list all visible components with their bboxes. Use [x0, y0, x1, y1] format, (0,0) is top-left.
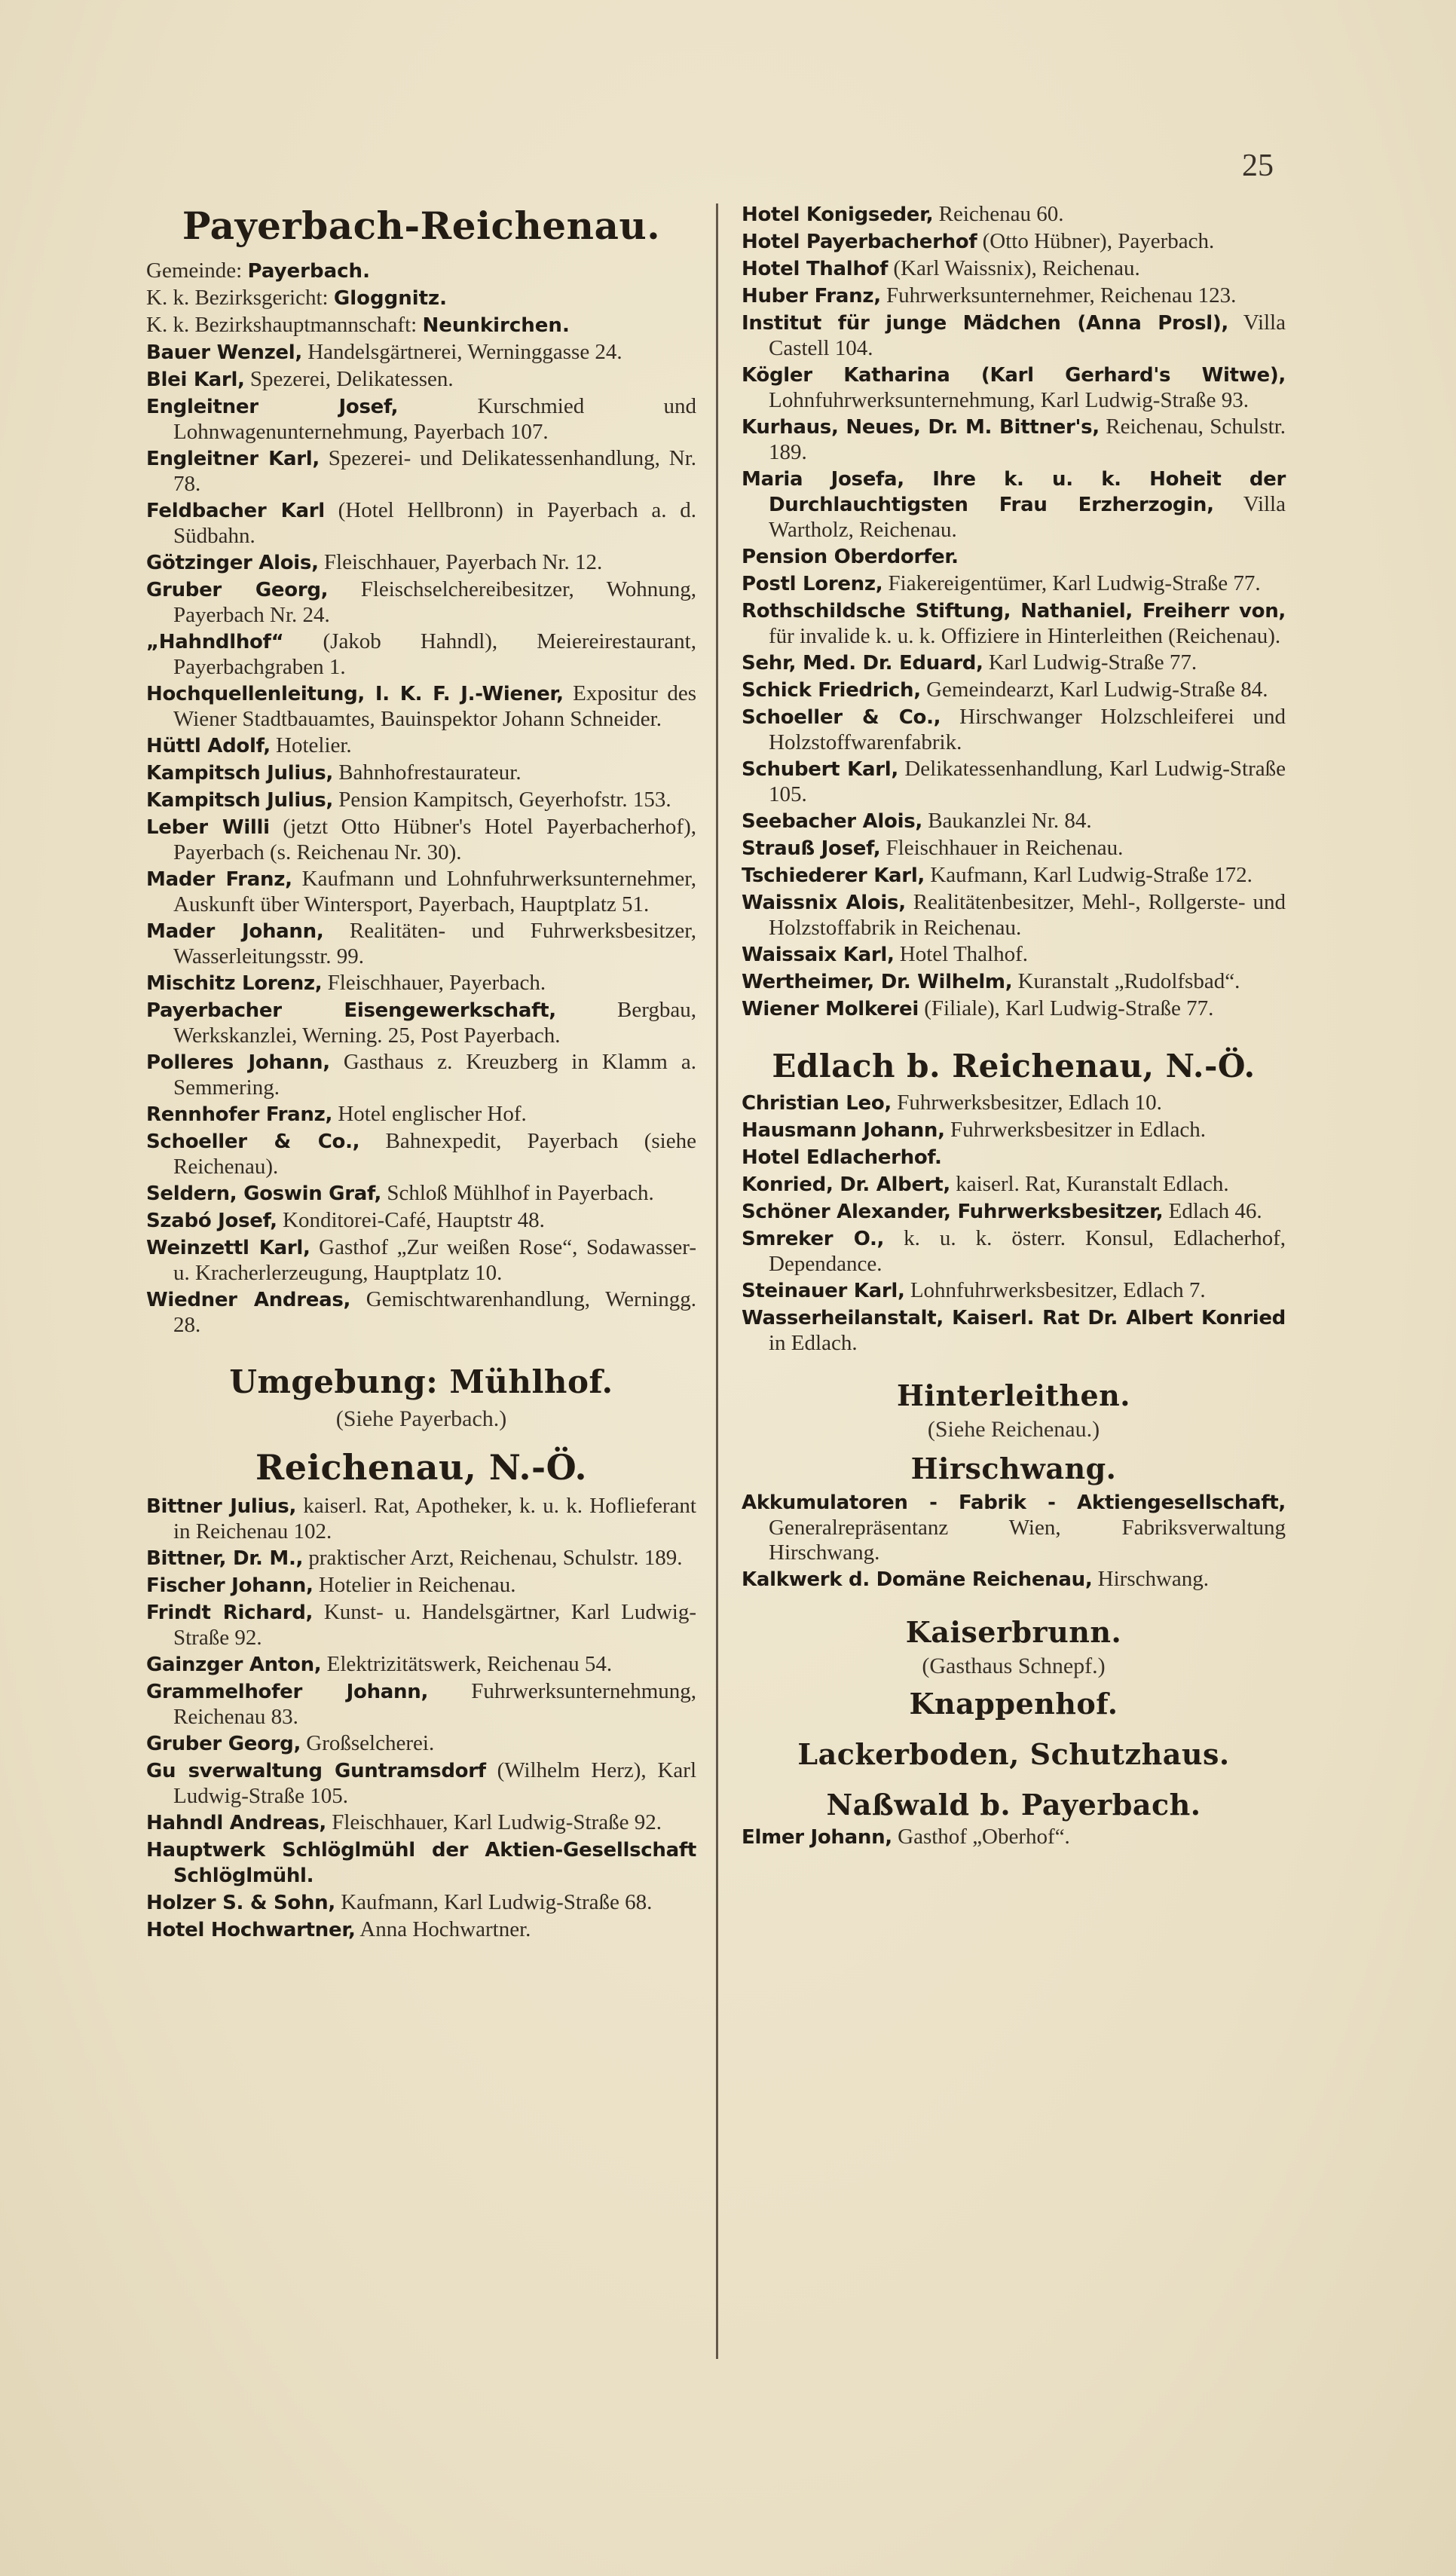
- entry-details: Gasthaus z. Kreuzberg in Klamm a. Semmering.: [173, 1050, 697, 1100]
- section-title-lackerboden: Lackerboden, Schutzhaus.: [797, 1737, 1230, 1771]
- entry-name: Seebacher Alois,: [742, 810, 922, 833]
- entry-details: Villa Wartholz, Reichenau.: [769, 492, 1286, 542]
- entry-details: Gemischtwarenhandlung, Werningg. 28.: [173, 1287, 696, 1337]
- entry-name: Steinauer Karl,: [742, 1280, 905, 1302]
- entry-name: Szabó Josef,: [146, 1210, 277, 1232]
- entry-name: Payerbacher Eisengewerkschaft,: [146, 999, 556, 1022]
- entry-name: Gu sverwaltung Guntramsdorf: [146, 1760, 486, 1782]
- entry-name: Elmer Johann,: [742, 1826, 892, 1849]
- entry-name: Blei Karl,: [146, 369, 245, 391]
- entry-name: Seldern, Goswin Graf,: [146, 1182, 382, 1205]
- directory-entry: [742, 942, 1286, 968]
- entry-name: Schoeller & Co.,: [146, 1130, 360, 1153]
- entry-details: Anna Hochwartner.: [355, 1917, 531, 1941]
- entry-name: Wertheimer, Dr. Wilhelm,: [742, 971, 1013, 993]
- directory-entry: [146, 367, 696, 393]
- directory-entry: [742, 1567, 1286, 1592]
- entry-name: Smreker O.,: [742, 1228, 885, 1250]
- page-number: 25: [1242, 148, 1274, 183]
- entry-name: Holzer S. & Sohn,: [146, 1892, 335, 1914]
- directory-entry: [146, 394, 696, 445]
- directory-entry: [742, 256, 1286, 282]
- intro-list: [146, 259, 696, 338]
- right-column: [742, 202, 1286, 1852]
- directory-entry: [742, 1825, 1286, 1850]
- entry-name: Gainzger Anton,: [146, 1654, 322, 1676]
- entry-name: Kalkwerk d. Domäne Reichenau,: [742, 1568, 1093, 1591]
- entry-name: Kampitsch Julius,: [146, 789, 333, 812]
- entry-name: Wiener Molkerei: [742, 998, 919, 1020]
- entry-name: Wasserheilanstalt, Kaiserl. Rat Dr. Albert Konried: [742, 1307, 1286, 1329]
- directory-entry: [146, 1573, 696, 1599]
- directory-entry: [742, 1145, 1286, 1170]
- entry-details: (Jakob Hahndl), Meiereirestaurant, Payerbachgraben 1.: [173, 629, 696, 679]
- entry-name: Huber Franz,: [742, 285, 881, 307]
- entry-name: Waissnix Alois,: [742, 892, 906, 914]
- directory-entry: [146, 1758, 696, 1809]
- directory-entry: [146, 760, 696, 786]
- directory-entry: [146, 1890, 696, 1916]
- directory-entry: [742, 1226, 1286, 1277]
- section-title-umgebung: Umgebung: Mühlhof.: [229, 1363, 613, 1400]
- entry-details: Fuhrwerksunternehmer, Reichenau 123.: [880, 283, 1237, 307]
- entry-details: Hotelier.: [270, 733, 352, 757]
- entry-name: Schoeller & Co.,: [742, 706, 941, 729]
- entry-name: „Hahndlhof“: [146, 631, 284, 653]
- directory-entry: [742, 1172, 1286, 1198]
- entry-details: k. u. k. österr. Konsul, Edlacherhof, Dependance.: [769, 1226, 1286, 1276]
- intro-line: [146, 286, 696, 311]
- section-title-edlach: Edlach b. Reichenau, N.-Ö.: [772, 1048, 1256, 1085]
- intro-value: Gloggnitz.: [333, 287, 448, 310]
- directory-entry: [146, 498, 696, 549]
- entry-details: (Otto Hübner), Payerbach.: [977, 229, 1215, 253]
- entry-name: Mader Johann,: [146, 920, 324, 943]
- directory-entry: [742, 678, 1286, 703]
- directory-entry: [146, 1546, 696, 1571]
- entry-name: Fischer Johann,: [146, 1574, 314, 1597]
- entry-details: Realitäten- und Fuhrwerksbesitzer, Wasserleitungsstr. 99.: [173, 919, 696, 968]
- entry-name: Institut für junge Mädchen (Anna Prosl),: [742, 312, 1229, 335]
- entry-name: Christian Leo,: [742, 1092, 892, 1115]
- entry-details: Fleischselchereibesitzer, Wohnung, Payerbach Nr. 24.: [173, 577, 696, 627]
- intro-value: Neunkirchen.: [422, 314, 570, 337]
- entry-name: Waissaix Karl,: [742, 944, 895, 966]
- entry-name: Hotel Edlacherhof.: [742, 1146, 942, 1169]
- intro-label: K. k. Bezirkshauptmannschaft:: [146, 313, 423, 337]
- directory-entry: [742, 650, 1286, 676]
- entry-name: Bittner, Dr. M.,: [146, 1547, 304, 1570]
- directory-entry: [146, 919, 696, 969]
- directory-entry: [742, 1490, 1286, 1565]
- entry-name: Hüttl Adolf,: [146, 735, 271, 757]
- entry-details: Hotelier in Reichenau.: [313, 1573, 516, 1597]
- intro-line: [146, 313, 696, 338]
- umgebung-note: (Siehe Payerbach.): [335, 1406, 507, 1431]
- entry-name: Polleres Johann,: [146, 1051, 330, 1074]
- entry-name: Grammelhofer Johann,: [146, 1681, 429, 1703]
- hinterleithen-note: (Siehe Reichenau.): [927, 1417, 1100, 1442]
- payerbach-entries: [146, 340, 696, 1338]
- entry-details: (Wilhelm Herz), Karl Ludwig-Straße 105.: [173, 1758, 696, 1808]
- entry-name: Hotel Payerbacherhof: [742, 231, 977, 253]
- entry-details: Expositur des Wiener Stadtbauamtes, Bauinspektor Johann Schneider.: [173, 681, 696, 731]
- entry-details: Kurschmied und Lohnwagenunternehmung, Payerbach 107.: [173, 394, 696, 444]
- entry-details: Gasthof „Oberhof“.: [892, 1825, 1070, 1849]
- entry-name: Sehr, Med. Dr. Eduard,: [742, 652, 983, 675]
- entry-name: Hahndl Andreas,: [146, 1812, 326, 1834]
- entry-name: Rothschildsche Stiftung, Nathaniel, Freiherr von,: [742, 600, 1286, 623]
- section-title-hinterleithen: Hinterleithen.: [897, 1378, 1130, 1412]
- entry-details: Fleischhauer, Payerbach.: [322, 971, 546, 995]
- entry-name: Hotel Thalhof: [742, 258, 889, 280]
- entry-name: Bauer Wenzel,: [146, 341, 302, 364]
- directory-entry: [146, 1181, 696, 1207]
- directory-entry: [742, 415, 1286, 465]
- directory-entry: [146, 340, 696, 366]
- edlach-entries: [742, 1091, 1286, 1356]
- entry-details: in Edlach.: [769, 1331, 858, 1355]
- entry-name: Wiedner Andreas,: [146, 1289, 351, 1311]
- section-title-reichenau: Reichenau, N.-Ö.: [255, 1447, 587, 1488]
- entry-name: Kampitsch Julius,: [146, 762, 333, 785]
- entry-name: Engleitner Josef,: [146, 396, 399, 418]
- directory-entry: [742, 1199, 1286, 1225]
- entry-name: Pension Oberdorfer.: [742, 546, 959, 568]
- directory-entry: [146, 1917, 696, 1943]
- directory-entry: [742, 809, 1286, 834]
- entry-details: Spezerei- und Delikatessenhandlung, Nr. 78.: [173, 446, 696, 496]
- directory-entry: [146, 1679, 696, 1730]
- entry-details: Hotel Thalhof.: [894, 942, 1029, 966]
- directory-entry: [146, 971, 696, 996]
- entry-details: kaiserl. Rat, Apotheker, k. u. k. Hoflieferant in Reichenau 102.: [173, 1494, 696, 1543]
- directory-entry: [742, 1278, 1286, 1304]
- intro-line: [146, 259, 696, 284]
- entry-name: Gruber Georg,: [146, 579, 329, 601]
- nasswald-entries: [742, 1825, 1286, 1850]
- entry-name: Kögler Katharina (Karl Gerhard's Witwe),: [742, 364, 1286, 387]
- entry-details: Fleischhauer, Karl Ludwig-Straße 92.: [326, 1810, 662, 1834]
- directory-entry: [146, 629, 696, 680]
- entry-details: Elektrizitätswerk, Reichenau 54.: [321, 1652, 613, 1676]
- entry-details: Hotel englischer Hof.: [332, 1102, 527, 1126]
- directory-entry: [146, 1208, 696, 1234]
- directory-entry: [146, 1129, 696, 1179]
- kaiserbrunn-note: (Gasthaus Schnepf.): [922, 1654, 1106, 1678]
- section-title-kaiserbrunn: Kaiserbrunn.: [905, 1615, 1122, 1649]
- entry-name: Tschiederer Karl,: [742, 864, 925, 887]
- hirschwang-entries: [742, 1490, 1286, 1592]
- directory-entry: [742, 705, 1286, 755]
- directory-entry: [146, 1600, 696, 1651]
- directory-entry: [742, 202, 1286, 228]
- entry-name: Kurhaus, Neues, Dr. M. Bittner's,: [742, 416, 1100, 439]
- section-title-payerbach-reichenau: Payerbach-Reichenau.: [182, 203, 661, 248]
- entry-details: (jetzt Otto Hübner's Hotel Payerbacherhof), Payerbach (s. Reichenau Nr. 30).: [173, 815, 696, 864]
- entry-name: Maria Josefa, Ihre k. u. k. Hoheit der Durchlauchtigsten Frau Erzherzogin,: [742, 468, 1286, 516]
- entry-details: Hirschwanger Holzschleiferei und Holzstoffwarenfabrik.: [769, 705, 1286, 754]
- directory-entry: [146, 1050, 696, 1100]
- entry-details: Fuhrwerksbesitzer in Edlach.: [944, 1118, 1206, 1142]
- entry-details: (Filiale), Karl Ludwig-Straße 77.: [919, 996, 1214, 1020]
- entry-details: Edlach 46.: [1163, 1199, 1262, 1223]
- directory-entry: [742, 598, 1286, 649]
- directory-entry: [146, 1652, 696, 1678]
- reichenau-entries: [146, 1494, 696, 1943]
- entry-details: Kaufmann, Karl Ludwig-Straße 68.: [335, 1890, 653, 1914]
- entry-name: Schöner Alexander, Fuhrwerksbesitzer,: [742, 1201, 1164, 1223]
- entry-details: Bergbau, Werkskanzlei, Werning. 25, Post Payerbach.: [173, 998, 696, 1048]
- directory-entry: [146, 1837, 696, 1889]
- entry-details: Reichenau 60.: [933, 202, 1064, 226]
- directory-entry: [742, 1305, 1286, 1356]
- entry-name: Hausmann Johann,: [742, 1119, 945, 1142]
- entry-details: Schloß Mühlhof in Payerbach.: [381, 1181, 654, 1205]
- directory-entry: [146, 998, 696, 1048]
- directory-entry: [742, 363, 1286, 413]
- reichenau-entries-continued: [742, 202, 1286, 1022]
- directory-entry: [146, 577, 696, 628]
- intro-label: K. k. Bezirksgericht:: [146, 286, 334, 310]
- entry-details: Reichenau, Schulstr. 189.: [769, 415, 1286, 464]
- directory-entry: [146, 550, 696, 576]
- directory-entry: [146, 867, 696, 917]
- entry-details: Generalrepräsentanz Wien, Fabriksverwaltung Hirschwang.: [769, 1516, 1286, 1565]
- entry-details: Kunst- u. Handelsgärtner, Karl Ludwig-Straße 92.: [173, 1600, 696, 1650]
- directory-entry: [146, 681, 696, 732]
- directory-entry: [146, 788, 696, 813]
- directory-entry: [742, 836, 1286, 861]
- entry-name: Schubert Karl,: [742, 758, 898, 781]
- entry-details: Fleischhauer, Payerbach Nr. 12.: [318, 550, 603, 574]
- directory-entry: [146, 1102, 696, 1127]
- entry-details: Spezerei, Delikatessen.: [244, 367, 454, 391]
- entry-name: Feldbacher Karl: [146, 500, 325, 522]
- entry-details: Lohnfuhrwerksbesitzer, Edlach 7.: [904, 1278, 1206, 1302]
- entry-details: Gemeindearzt, Karl Ludwig-Straße 84.: [920, 678, 1268, 702]
- entry-details: Fuhrwerksunternehmung, Reichenau 83.: [173, 1679, 696, 1729]
- entry-name: Hochquellenleitung, I. K. F. J.-Wiener,: [146, 683, 564, 705]
- directory-entry: [742, 1091, 1286, 1116]
- entry-details: Kuranstalt „Rudolfsbad“.: [1012, 969, 1240, 993]
- directory-entry: [742, 311, 1286, 361]
- entry-name: Rennhofer Franz,: [146, 1103, 333, 1126]
- directory-entry: [742, 467, 1286, 543]
- directory-entry: [146, 1494, 696, 1544]
- entry-details: Baukanzlei Nr. 84.: [922, 809, 1092, 833]
- entry-name: Weinzettl Karl,: [146, 1237, 310, 1259]
- entry-name: Frindt Richard,: [146, 1602, 314, 1624]
- entry-name: Schick Friedrich,: [742, 679, 921, 702]
- entry-details: (Hotel Hellbronn) in Payerbach a. d. Südbahn.: [173, 498, 696, 548]
- intro-value: Payerbach.: [247, 260, 370, 283]
- entry-details: Fiakereigentümer, Karl Ludwig-Straße 77.: [882, 571, 1261, 595]
- entry-name: Hotel Konigseder,: [742, 203, 934, 226]
- directory-entry: [742, 863, 1286, 889]
- directory-entry: [742, 229, 1286, 255]
- directory-entry: [742, 969, 1286, 995]
- column-divider: [716, 203, 718, 2359]
- section-title-knappenhof: Knappenhof.: [909, 1687, 1118, 1721]
- entry-details: Villa Castell 104.: [769, 311, 1286, 360]
- entry-name: Gruber Georg,: [146, 1733, 301, 1755]
- entry-details: Kaufmann und Lohnfuhrwerksunternehmer, Auskunft über Wintersport, Payerbach, Hauptplatz 51.: [173, 867, 696, 916]
- entry-name: Götzinger Alois,: [146, 552, 319, 574]
- entry-details: für invalide k. u. k. Offiziere in Hinterleithen (Reichenau).: [769, 624, 1281, 648]
- entry-details: Fuhrwerksbesitzer, Edlach 10.: [892, 1091, 1162, 1115]
- directory-entry: [146, 733, 696, 759]
- entry-name: Akkumulatoren - Fabrik - Aktiengesellschaft,: [742, 1491, 1286, 1514]
- entry-details: Karl Ludwig-Straße 77.: [983, 650, 1198, 675]
- entry-details: Pension Kampitsch, Geyerhofstr. 153.: [332, 788, 671, 812]
- entry-name: Hotel Hochwartner,: [146, 1919, 356, 1941]
- directory-entry: [742, 996, 1286, 1022]
- entry-details: Fleischhauer in Reichenau.: [880, 836, 1124, 860]
- entry-details: Lohnfuhrwerksunternehmung, Karl Ludwig-Straße 93.: [769, 388, 1250, 412]
- section-title-hirschwang: Hirschwang.: [910, 1452, 1117, 1485]
- entry-name: Bittner Julius,: [146, 1495, 297, 1518]
- entry-name: Postl Lorenz,: [742, 573, 883, 595]
- directory-entry: [146, 1731, 696, 1757]
- directory-entry: [146, 446, 696, 497]
- entry-details: Großselcherei.: [301, 1731, 435, 1755]
- entry-details: praktischer Arzt, Reichenau, Schulstr. 189.: [303, 1546, 683, 1570]
- directory-entry: [146, 1235, 696, 1286]
- directory-entry: [742, 571, 1286, 597]
- entry-details: Hirschwang.: [1092, 1567, 1210, 1591]
- directory-entry: [146, 1810, 696, 1836]
- entry-name: Leber Willi: [146, 816, 270, 839]
- entry-details: Delikatessenhandlung, Karl Ludwig-Straße 105.: [769, 757, 1286, 806]
- entry-name: Mader Franz,: [146, 868, 292, 891]
- entry-details: Bahnexpedit, Payerbach (siehe Reichenau).: [173, 1129, 696, 1179]
- entry-details: Kaufmann, Karl Ludwig-Straße 172.: [925, 863, 1253, 887]
- directory-entry: [146, 815, 696, 865]
- directory-entry: [742, 283, 1286, 309]
- entry-details: Realitätenbesitzer, Mehl-, Rollgerste- und Holzstoffabrik in Reichenau.: [769, 890, 1286, 940]
- entry-details: Handelsgärtnerei, Werninggasse 24.: [301, 340, 622, 364]
- entry-name: Konried, Dr. Albert,: [742, 1173, 951, 1196]
- entry-name: Mischitz Lorenz,: [146, 972, 323, 995]
- section-title-nasswald: Naßwald b. Payerbach.: [826, 1788, 1201, 1822]
- entry-details: (Karl Waissnix), Reichenau.: [888, 256, 1140, 280]
- directory-entry: [742, 757, 1286, 807]
- left-column: [146, 203, 696, 1944]
- entry-details: Konditorei-Café, Hauptstr 48.: [277, 1208, 545, 1232]
- entry-details: Gasthof „Zur weißen Rose“, Sodawasser- u. Kracherlerzeugung, Hauptplatz 10.: [173, 1235, 696, 1285]
- directory-entry: [742, 1118, 1286, 1143]
- directory-entry: [742, 890, 1286, 941]
- entry-name: Strauß Josef,: [742, 837, 881, 860]
- directory-entry: [742, 544, 1286, 570]
- entry-name: Hauptwerk Schlöglmühl der Aktien-Gesellschaft Schlöglmühl.: [146, 1839, 696, 1887]
- intro-label: Gemeinde:: [146, 259, 248, 283]
- entry-details: kaiserl. Rat, Kuranstalt Edlach.: [950, 1172, 1229, 1196]
- entry-details: Bahnhofrestaurateur.: [332, 760, 522, 785]
- directory-entry: [146, 1287, 696, 1338]
- entry-name: Engleitner Karl,: [146, 448, 320, 470]
